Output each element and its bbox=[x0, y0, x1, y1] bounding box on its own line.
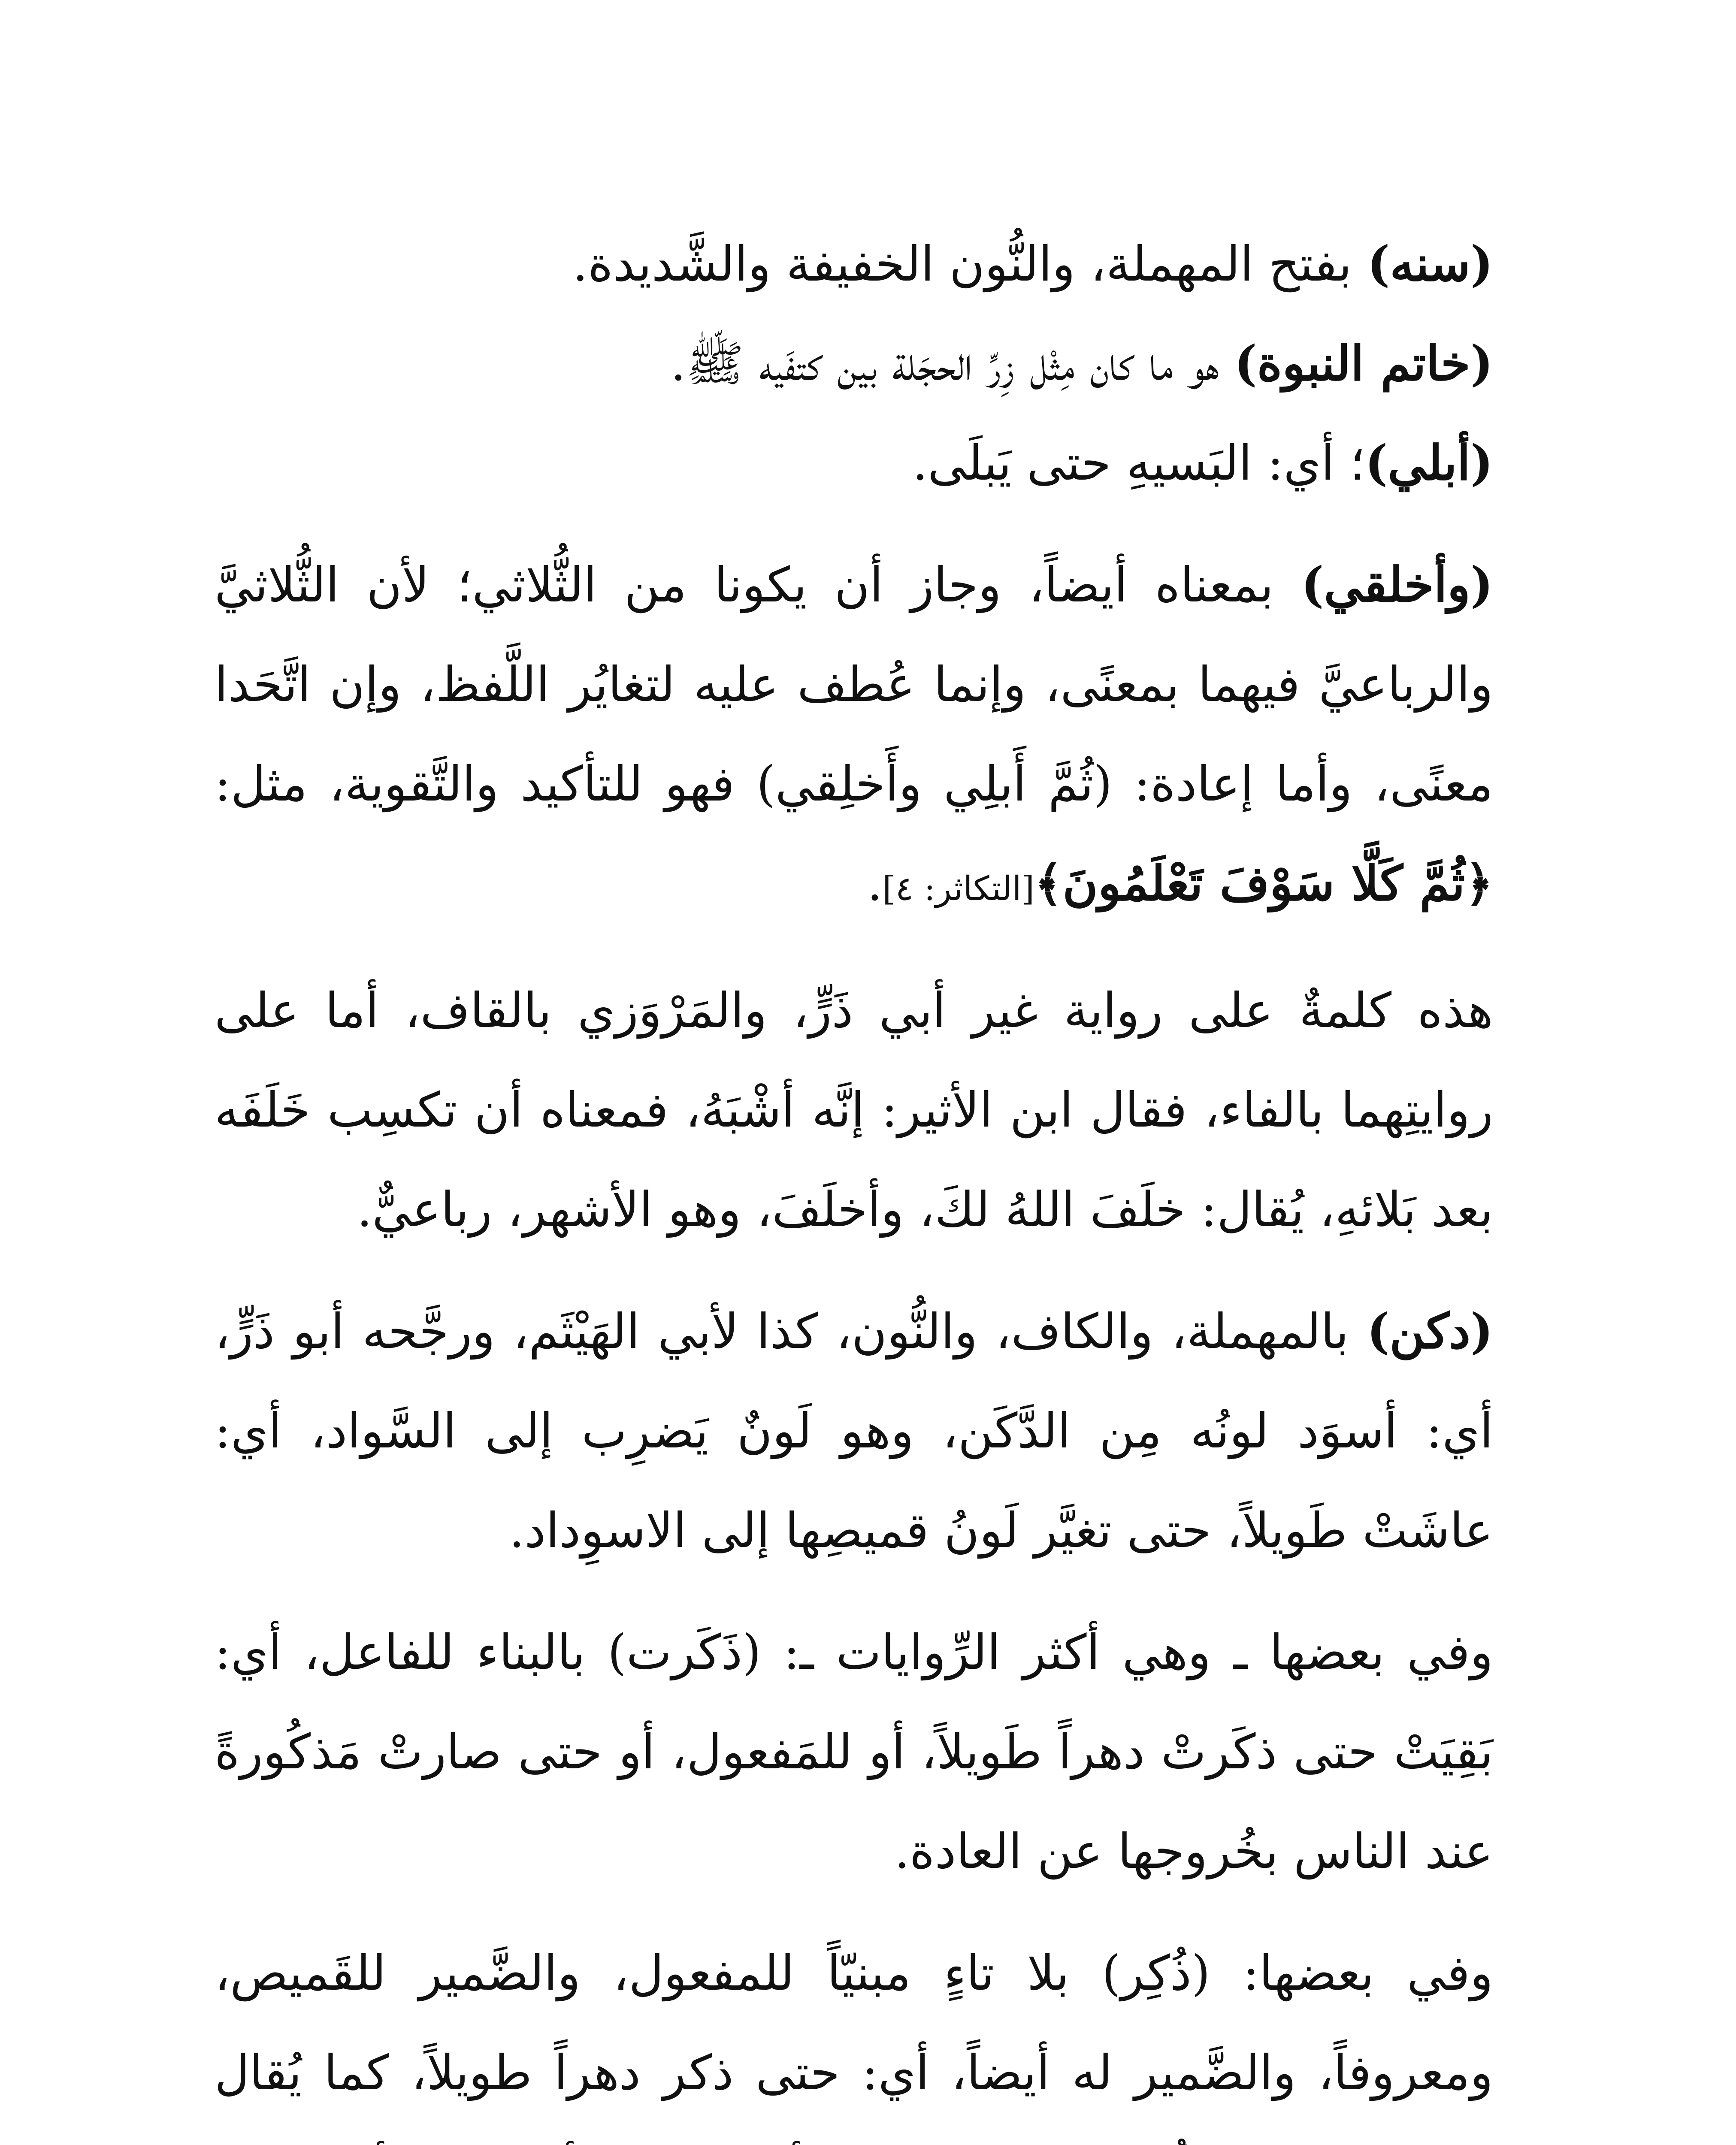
paragraph-dakin bbox=[215, 1282, 1493, 1580]
paragraph-text: بمعناه أيضاً، وجاز أن يكونا من الثُّلاثي؛ لأن الثُّلاثيَّ والرباعيَّ فيهما بمعنًى، وإنما عُطف عليه لتغايُر اللَّفظ، وإن اتَّحَدا معنًى، وأما إعادة: (ثُمَّ أَبلِي وأَخلِقي) فهو للتأكيد والتَّقوية، مثل: bbox=[215, 557, 1494, 812]
paragraph-text: بفتح المهملة، والنُّون الخفيفة والشَّديدة. bbox=[572, 236, 1367, 292]
paragraph-text: بالمهملة، والكاف، والنُّون، كذا لأبي الهَيْثَم، ورجَّحه أبو ذَرٍّ، أي: أسوَد لونُه مِن الدَّكَن، وهو لَونٌ يَضرِب إلى السَّواد، أي: عاشَتْ طَويلاً، حتى تغيَّر لَونُ قميصِها إلى الاسوِداد. bbox=[215, 1304, 1493, 1559]
verse-reference: [التكاثر: ٤] bbox=[882, 870, 1034, 908]
paragraph-text: وفي بعضها: (ذُكِر) بلا تاءٍ مبنيّاً للمفعول، والضَّمير للقَميص، ومعروفاً، والضَّمير له أيضاً، أي: حتى ذكر دهراً طويلاً، كما يُقال bbox=[215, 1946, 1493, 2101]
paragraph-dhukir bbox=[215, 1924, 1493, 2145]
body-text bbox=[215, 214, 1493, 2145]
paragraph-text: ؛ أي: البَسيهِ حتى يَبلَى. bbox=[912, 435, 1365, 491]
term-heading: (خاتم النبوة) bbox=[1234, 335, 1493, 392]
paragraph-akhliqi bbox=[215, 535, 1493, 939]
paragraph-khatam-alnubuwwa bbox=[215, 314, 1493, 414]
paragraph-sanah bbox=[215, 214, 1493, 314]
term-heading: (دكن) bbox=[1367, 1303, 1493, 1360]
paragraph-text: هو ما كان مِثْل زِرِّ الحجَلة بين كتفَيه ﷺ. bbox=[670, 336, 1234, 392]
term-heading: (سنه) bbox=[1367, 236, 1493, 292]
paragraph-tail: . bbox=[867, 856, 883, 912]
term-heading: (أبلي) bbox=[1365, 435, 1493, 491]
quran-verse: ﴿ثُمَّ كَلَّا سَوْفَ تَعْلَمُونَ﴾ bbox=[1034, 855, 1493, 912]
term-heading: (وأخلقي) bbox=[1301, 557, 1493, 613]
paragraph-abli bbox=[215, 414, 1493, 513]
paragraph-text: وفي بعضها ـ وهي أكثر الرِّوايات ـ: (ذَكَرت) بالبناء للفاعل، أي: بَقِيَتْ حتى ذكَرتْ دهراً طَويلاً، أو للمَفعول، أو حتى صارتْ مَذكُورةً عند الناس بخُروجها عن العادة. bbox=[215, 1625, 1494, 1879]
paragraph-text: هذه كلمةٌ على رواية غير أبي ذَرٍّ، والمَرْوَزي بالقاف، أما على روايتِهما بالفاء، فقال ابن الأثير: إنَّه أشْبَهُ، فمعناه أن تكسِب خَلَفَه بعد بَلائهِ، يُقال: خلَفَ اللهُ لكَ، وأخلَفَ، وهو الأشهر، رباعيٌّ. bbox=[215, 983, 1494, 1238]
paragraph-dhakarat bbox=[215, 1603, 1493, 1901]
paragraph-kalima bbox=[215, 961, 1493, 1260]
